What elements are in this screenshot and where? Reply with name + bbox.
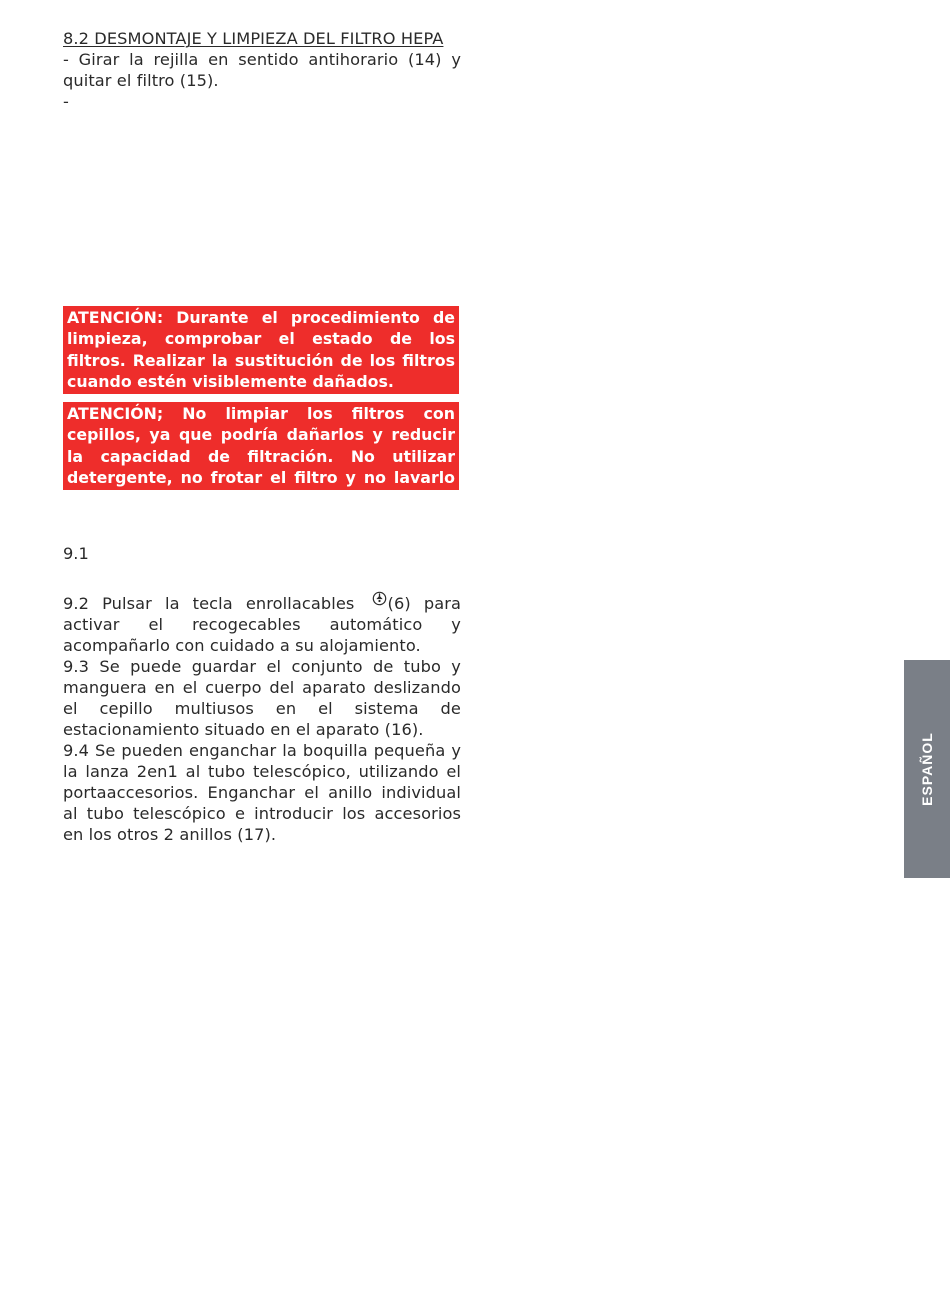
warning-label: ATENCIÓN: (67, 308, 164, 327)
paragraph-9-4: 9.4 Se pueden enganchar la boquilla pequeña y la lanza 2en1 al tubo telescópico, utilizando el portaaccesorios. Enganchar el anillo individual al tubo telescópico e introducir los accesorios en los otros 2 anillos (17). (63, 741, 461, 844)
language-side-tab (904, 660, 950, 878)
warning-box-no-brushes (63, 402, 459, 509)
paragraph-9-2-end: (6) para activar el recogecables automático y acompañarlo con cuidado a su alojamiento. (63, 594, 461, 655)
step-text: - Girar la rejilla en sentido antihorario (14) y quitar el filtro (15). (63, 50, 461, 90)
paragraph-9-2-start: 9.2 Pulsar la tecla enrollacables (63, 594, 368, 613)
section-heading: 8.2 DESMONTAJE Y LIMPIEZA DEL FILTRO HEPA (63, 29, 444, 48)
language-tab-label: ESPAÑOL (919, 732, 935, 806)
paragraph-9-1: 9.1 (63, 544, 89, 563)
section-9-body (63, 591, 461, 845)
warning-text: Durante el procedimiento de limpieza, comprobar el estado de los filtros. Realizar la sustitución de los filtros cuando estén visiblemente dañados. (67, 308, 455, 391)
cable-rewind-icon (372, 591, 387, 606)
warning-box-inspect-filters (63, 306, 459, 394)
warning-label: ATENCIÓN; (67, 404, 164, 423)
paragraph-9-3: 9.3 Se puede guardar el conjunto de tubo y manguera en el cuerpo del aparato deslizando el cepillo multiusos en el sistema de estacionamiento situado en el aparato (16). (63, 657, 461, 739)
section-8-2 (63, 28, 461, 112)
warning-text: No limpiar los filtros con cepillos, ya que podría dañarlos y reducir la capacidad de filtración. No utilizar detergente, no frotar el filtro y no lavarlo en el lavavajillas. (67, 404, 455, 509)
paragraph-9-2 (63, 591, 461, 656)
step-text-empty: - (63, 92, 69, 111)
